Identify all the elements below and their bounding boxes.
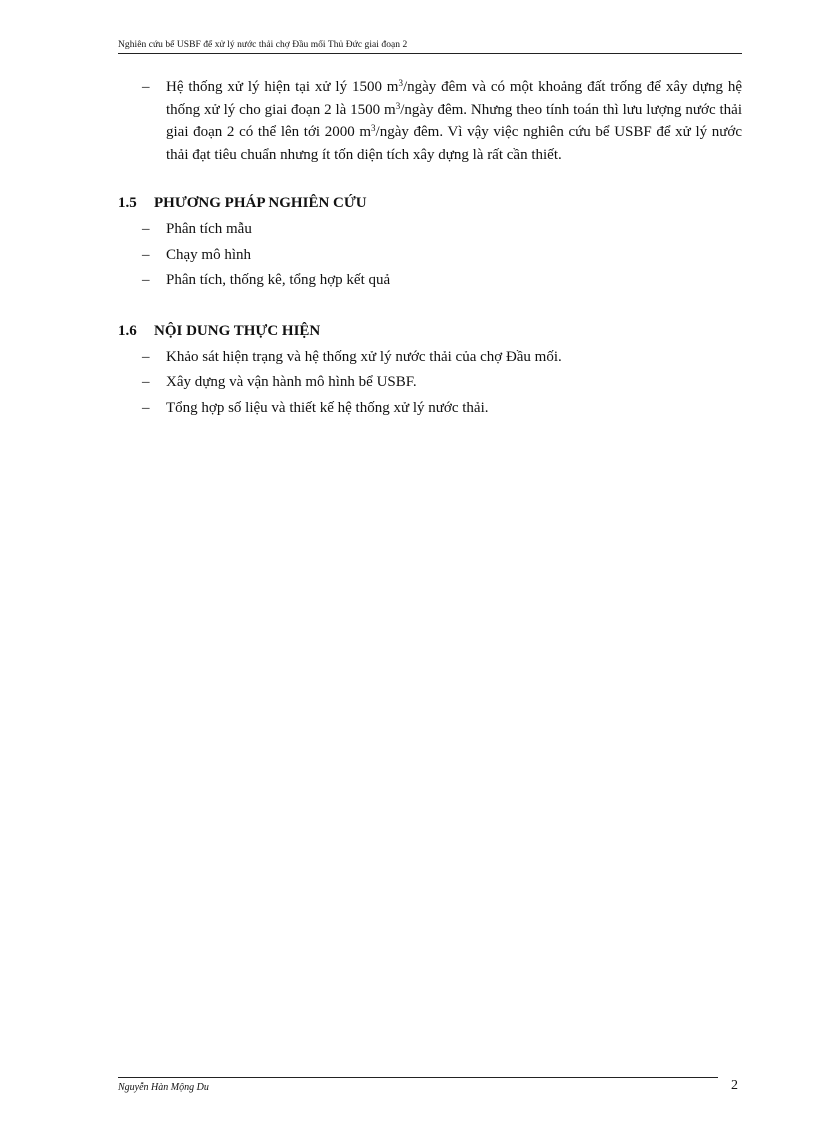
list-item-text: Khảo sát hiện trạng và hệ thống xử lý nước thải của chợ Đầu mối.	[166, 348, 562, 365]
list-item-text: Tổng hợp số liệu và thiết kế hệ thống xử lý nước thải.	[166, 399, 489, 416]
bullet-dash: –	[142, 348, 150, 365]
bullet-dash: –	[142, 272, 150, 289]
intro-text-part: Hệ thống xử lý hiện tại xử lý 1500 m	[166, 79, 399, 95]
superscript: 3	[398, 78, 403, 88]
superscript: 3	[371, 123, 376, 134]
list-item	[118, 396, 742, 422]
list-item	[118, 217, 742, 243]
page-body	[118, 76, 742, 421]
footer-rule	[118, 1077, 718, 1078]
section-title: PHƯƠNG PHÁP NGHIÊN CỨU	[154, 195, 367, 212]
section-heading	[118, 192, 742, 214]
running-header-title: Nghiên cứu bể USBF để xử lý nước thải chợ Đầu mối Thủ Đức giai đoạn 2	[118, 40, 408, 50]
list-item	[118, 268, 742, 294]
section-heading	[118, 320, 742, 342]
section-title: NỘI DUNG THỰC HIỆN	[154, 322, 321, 339]
intro-text-part: /ngày đêm. Nhưng theo tính toán thì lưu lượng nước thải giai đoạn 2 có thể lên tới 2000 m	[166, 101, 742, 141]
page-number: 2	[731, 1078, 738, 1093]
section-number: 1.6	[118, 322, 137, 339]
list-item	[118, 370, 742, 396]
running-header	[118, 40, 742, 54]
list-item-text: Phân tích mẫu	[166, 221, 252, 238]
section-implementation-content	[118, 320, 742, 422]
intro-text-part: /ngày đêm và có một khoảng đất trống để xây dựng hệ thống xử lý cho giai đoạn 2 là 1500 m	[166, 79, 742, 118]
list-item-text: Phân tích, thống kê, tổng hợp kết quả	[166, 272, 391, 289]
bullet-dash: –	[142, 221, 150, 238]
superscript: 3	[395, 100, 401, 111]
footer-author: Nguyễn Hàn Mộng Du	[118, 1082, 209, 1093]
bullet-dash: –	[142, 79, 150, 95]
list-item	[118, 345, 742, 371]
bullet-dash: –	[142, 374, 150, 391]
section-number: 1.5	[118, 195, 137, 212]
list-item-text: Xây dựng và vận hành mô hình bể USBF.	[166, 374, 417, 391]
intro-text-part: /ngày đêm. Vì vậy việc nghiên cứu bể USBF để xử lý nước thải đạt tiêu chuẩn nhưng ít tốn diện tích xây dựng là rất cần thiết.	[166, 124, 742, 163]
intro-bullet	[118, 76, 742, 166]
section-research-methods	[118, 192, 742, 294]
list-item	[118, 243, 742, 269]
list-item-text: Chạy mô hình	[166, 246, 251, 263]
bullet-dash: –	[142, 399, 150, 416]
bullet-dash: –	[142, 246, 150, 263]
